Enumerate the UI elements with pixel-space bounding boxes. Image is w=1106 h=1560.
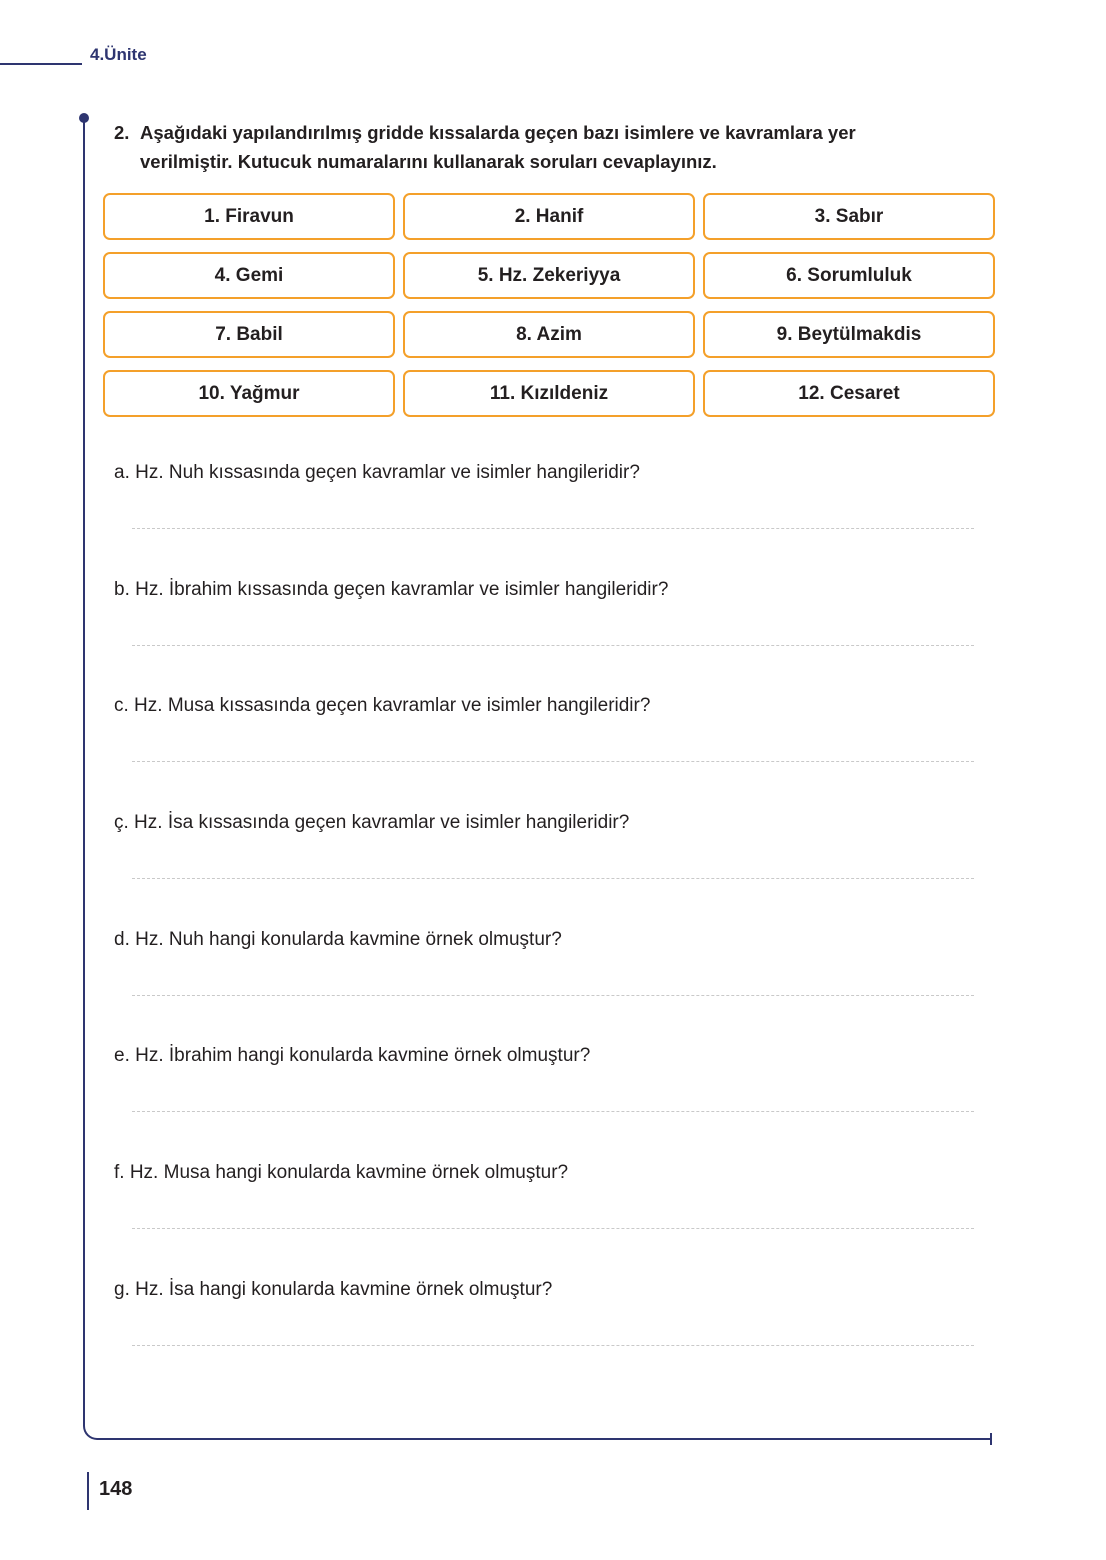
answer-line[interactable] [132,995,974,996]
answer-line[interactable] [132,1345,974,1346]
grid-cell-11: 11. Kızıldeniz [403,370,695,417]
subquestion-c-cedilla [114,812,974,834]
answer-line[interactable] [132,645,974,646]
question-line-2: verilmiştir. Kutucuk numaralarını kullanarak soruları cevaplayınız. [140,151,717,172]
answer-line[interactable] [132,761,974,762]
subquestion-f [114,1162,974,1184]
frame-end-tick [990,1433,992,1445]
subquestion-a [114,462,974,484]
subquestion-text: c. Hz. Musa kıssasında geçen kavramlar ve isimler hangileridir? [114,695,651,716]
frame-corner [83,1410,105,1440]
subquestion-text: d. Hz. Nuh hangi konularda kavmine örnek olmuştur? [114,929,562,950]
subquestion-c [114,695,974,717]
grid-cell-6: 6. Sorumluluk [703,252,995,299]
grid-cell-12: 12. Cesaret [703,370,995,417]
grid-cell-1: 1. Firavun [103,193,395,240]
concept-grid [103,193,995,417]
frame-left-border [83,117,85,1417]
unit-label: 4.Ünite [90,45,147,64]
answer-line[interactable] [132,528,974,529]
grid-cell-2: 2. Hanif [403,193,695,240]
grid-cell-9: 9. Beytülmakdis [703,311,995,358]
frame-bottom-border [104,1438,992,1440]
subquestion-text: ç. Hz. İsa kıssasında geçen kavramlar ve isimler hangileridir? [114,812,630,833]
subquestion-text: b. Hz. İbrahim kıssasında geçen kavramlar ve isimler hangileridir? [114,579,669,600]
answer-line[interactable] [132,878,974,879]
grid-cell-3: 3. Sabır [703,193,995,240]
subquestion-g [114,1279,974,1301]
grid-cell-4: 4. Gemi [103,252,395,299]
subquestion-e [114,1045,974,1067]
subquestion-d [114,929,974,951]
question-number: 2. [114,122,130,143]
answer-line[interactable] [132,1111,974,1112]
subquestion-text: e. Hz. İbrahim hangi konularda kavmine örnek olmuştur? [114,1045,591,1066]
question-line-1: Aşağıdaki yapılandırılmış gridde kıssalarda geçen bazı isimlere ve kavramlara yer [140,122,856,143]
page-number: 148 [99,1478,133,1500]
subquestion-text: f. Hz. Musa hangi konularda kavmine örnek olmuştur? [114,1162,569,1183]
grid-cell-5: 5. Hz. Zekeriyya [403,252,695,299]
answer-line[interactable] [132,1228,974,1229]
grid-cell-8: 8. Azim [403,311,695,358]
question-title [114,118,992,176]
grid-cell-10: 10. Yağmur [103,370,395,417]
grid-cell-7: 7. Babil [103,311,395,358]
page-number-bar [87,1472,89,1510]
subquestion-text: g. Hz. İsa hangi konularda kavmine örnek olmuştur? [114,1279,553,1300]
subquestion-b [114,579,974,601]
subquestion-text: a. Hz. Nuh kıssasında geçen kavramlar ve isimler hangileridir? [114,462,640,483]
header-rule [0,63,82,65]
